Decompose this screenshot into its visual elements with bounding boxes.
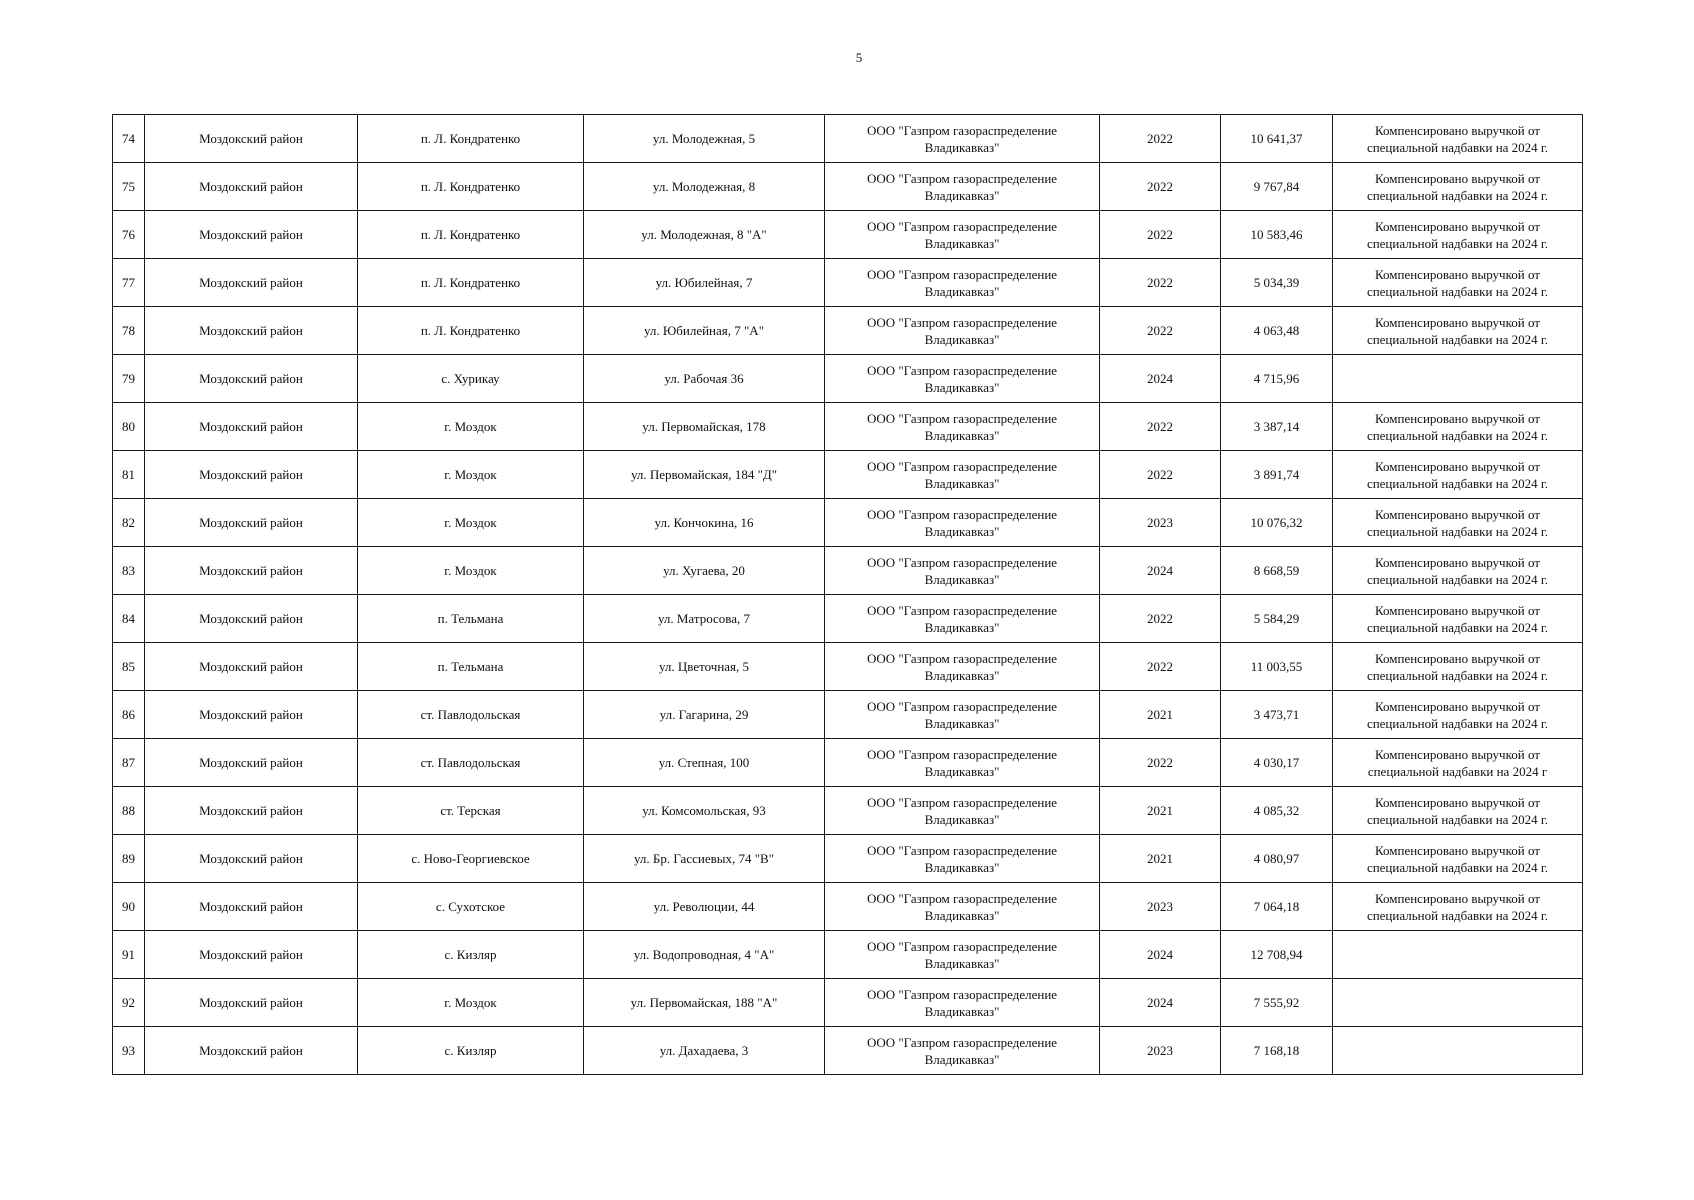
district-cell: Моздокский район [145, 307, 358, 355]
year-cell: 2021 [1100, 691, 1221, 739]
row-number-cell: 82 [113, 499, 145, 547]
row-number-cell: 85 [113, 643, 145, 691]
note-cell: Компенсировано выручкой от специальной надбавки на 2024 г. [1333, 115, 1583, 163]
row-number-cell: 81 [113, 451, 145, 499]
table-row [113, 883, 1583, 931]
settlement-cell: г. Моздок [358, 451, 584, 499]
organization-cell: ООО "Газпром газораспределение Владикавказ" [825, 643, 1100, 691]
district-cell: Моздокский район [145, 979, 358, 1027]
organization-cell: ООО "Газпром газораспределение Владикавказ" [825, 835, 1100, 883]
organization-cell: ООО "Газпром газораспределение Владикавказ" [825, 403, 1100, 451]
table-row [113, 643, 1583, 691]
amount-cell: 5 584,29 [1221, 595, 1333, 643]
organization-cell: ООО "Газпром газораспределение Владикавказ" [825, 883, 1100, 931]
row-number-cell: 93 [113, 1027, 145, 1075]
amount-cell: 3 387,14 [1221, 403, 1333, 451]
table-row [113, 307, 1583, 355]
table-row [113, 163, 1583, 211]
amount-cell: 7 168,18 [1221, 1027, 1333, 1075]
table-row [113, 835, 1583, 883]
table-row [113, 595, 1583, 643]
district-cell: Моздокский район [145, 451, 358, 499]
district-cell: Моздокский район [145, 595, 358, 643]
note-cell: Компенсировано выручкой от специальной надбавки на 2024 г. [1333, 307, 1583, 355]
row-number-cell: 76 [113, 211, 145, 259]
row-number-cell: 84 [113, 595, 145, 643]
organization-cell: ООО "Газпром газораспределение Владикавказ" [825, 499, 1100, 547]
table-row [113, 931, 1583, 979]
district-cell: Моздокский район [145, 931, 358, 979]
year-cell: 2022 [1100, 163, 1221, 211]
organization-cell: ООО "Газпром газораспределение Владикавказ" [825, 259, 1100, 307]
table-row [113, 787, 1583, 835]
amount-cell: 10 641,37 [1221, 115, 1333, 163]
settlement-cell: п. Л. Кондратенко [358, 115, 584, 163]
organization-cell: ООО "Газпром газораспределение Владикавказ" [825, 931, 1100, 979]
settlement-cell: с. Кизляр [358, 1027, 584, 1075]
organization-cell: ООО "Газпром газораспределение Владикавказ" [825, 163, 1100, 211]
settlement-cell: г. Моздок [358, 547, 584, 595]
table-row [113, 547, 1583, 595]
settlement-cell: с. Сухотское [358, 883, 584, 931]
district-cell: Моздокский район [145, 739, 358, 787]
district-cell: Моздокский район [145, 1027, 358, 1075]
note-cell: Компенсировано выручкой от специальной надбавки на 2024 г. [1333, 211, 1583, 259]
address-cell: ул. Первомайская, 184 "Д" [584, 451, 825, 499]
note-cell [1333, 979, 1583, 1027]
address-cell: ул. Молодежная, 8 "А" [584, 211, 825, 259]
row-number-cell: 87 [113, 739, 145, 787]
settlement-cell: с. Ново-Георгиевское [358, 835, 584, 883]
settlement-cell: г. Моздок [358, 403, 584, 451]
organization-cell: ООО "Газпром газораспределение Владикавказ" [825, 739, 1100, 787]
settlement-cell: п. Л. Кондратенко [358, 163, 584, 211]
table-row [113, 259, 1583, 307]
note-cell: Компенсировано выручкой от специальной надбавки на 2024 г. [1333, 595, 1583, 643]
district-cell: Моздокский район [145, 163, 358, 211]
amount-cell: 9 767,84 [1221, 163, 1333, 211]
row-number-cell: 79 [113, 355, 145, 403]
settlement-cell: с. Хурикау [358, 355, 584, 403]
address-cell: ул. Кончокина, 16 [584, 499, 825, 547]
settlement-cell: п. Л. Кондратенко [358, 259, 584, 307]
settlement-cell: ст. Павлодольская [358, 739, 584, 787]
year-cell: 2022 [1100, 211, 1221, 259]
district-cell: Моздокский район [145, 403, 358, 451]
note-cell: Компенсировано выручкой от специальной надбавки на 2024 г. [1333, 403, 1583, 451]
table-row [113, 499, 1583, 547]
note-cell: Компенсировано выручкой от специальной надбавки на 2024 г. [1333, 547, 1583, 595]
settlement-cell: с. Кизляр [358, 931, 584, 979]
organization-cell: ООО "Газпром газораспределение Владикавказ" [825, 691, 1100, 739]
year-cell: 2021 [1100, 835, 1221, 883]
note-cell: Компенсировано выручкой от специальной надбавки на 2024 г. [1333, 451, 1583, 499]
district-cell: Моздокский район [145, 499, 358, 547]
note-cell: Компенсировано выручкой от специальной надбавки на 2024 г. [1333, 259, 1583, 307]
table-row [113, 691, 1583, 739]
address-cell: ул. Первомайская, 178 [584, 403, 825, 451]
organization-cell: ООО "Газпром газораспределение Владикавказ" [825, 307, 1100, 355]
row-number-cell: 88 [113, 787, 145, 835]
district-cell: Моздокский район [145, 211, 358, 259]
organization-cell: ООО "Газпром газораспределение Владикавказ" [825, 115, 1100, 163]
address-cell: ул. Цветочная, 5 [584, 643, 825, 691]
district-cell: Моздокский район [145, 883, 358, 931]
row-number-cell: 92 [113, 979, 145, 1027]
row-number-cell: 74 [113, 115, 145, 163]
row-number-cell: 78 [113, 307, 145, 355]
organization-cell: ООО "Газпром газораспределение Владикавказ" [825, 211, 1100, 259]
organization-cell: ООО "Газпром газораспределение Владикавказ" [825, 595, 1100, 643]
address-cell: ул. Гагарина, 29 [584, 691, 825, 739]
row-number-cell: 90 [113, 883, 145, 931]
address-cell: ул. Бр. Гассиевых, 74 "В" [584, 835, 825, 883]
amount-cell: 4 715,96 [1221, 355, 1333, 403]
settlement-cell: п. Л. Кондратенко [358, 307, 584, 355]
note-cell: Компенсировано выручкой от специальной надбавки на 2024 г. [1333, 643, 1583, 691]
year-cell: 2022 [1100, 259, 1221, 307]
note-cell: Компенсировано выручкой от специальной надбавки на 2024 г. [1333, 835, 1583, 883]
address-cell: ул. Дахадаева, 3 [584, 1027, 825, 1075]
settlement-cell: п. Тельмана [358, 643, 584, 691]
year-cell: 2022 [1100, 115, 1221, 163]
row-number-cell: 86 [113, 691, 145, 739]
year-cell: 2022 [1100, 451, 1221, 499]
table-row [113, 1027, 1583, 1075]
year-cell: 2023 [1100, 1027, 1221, 1075]
address-cell: ул. Водопроводная, 4 "А" [584, 931, 825, 979]
row-number-cell: 75 [113, 163, 145, 211]
district-cell: Моздокский район [145, 355, 358, 403]
year-cell: 2022 [1100, 403, 1221, 451]
settlement-cell: п. Тельмана [358, 595, 584, 643]
address-cell: ул. Степная, 100 [584, 739, 825, 787]
district-cell: Моздокский район [145, 547, 358, 595]
note-cell: Компенсировано выручкой от специальной надбавки на 2024 г [1333, 739, 1583, 787]
district-cell: Моздокский район [145, 787, 358, 835]
table-row [113, 451, 1583, 499]
year-cell: 2022 [1100, 307, 1221, 355]
amount-cell: 5 034,39 [1221, 259, 1333, 307]
organization-cell: ООО "Газпром газораспределение Владикавказ" [825, 787, 1100, 835]
address-cell: ул. Рабочая 36 [584, 355, 825, 403]
year-cell: 2024 [1100, 979, 1221, 1027]
table-row [113, 355, 1583, 403]
year-cell: 2024 [1100, 931, 1221, 979]
row-number-cell: 83 [113, 547, 145, 595]
settlement-cell: г. Моздок [358, 979, 584, 1027]
note-cell: Компенсировано выручкой от специальной надбавки на 2024 г. [1333, 883, 1583, 931]
table-row [113, 739, 1583, 787]
organization-cell: ООО "Газпром газораспределение Владикавказ" [825, 979, 1100, 1027]
address-cell: ул. Комсомольская, 93 [584, 787, 825, 835]
table-row [113, 211, 1583, 259]
address-cell: ул. Молодежная, 5 [584, 115, 825, 163]
address-cell: ул. Матросова, 7 [584, 595, 825, 643]
year-cell: 2024 [1100, 355, 1221, 403]
district-cell: Моздокский район [145, 259, 358, 307]
settlement-cell: п. Л. Кондратенко [358, 211, 584, 259]
table-row [113, 115, 1583, 163]
district-cell: Моздокский район [145, 115, 358, 163]
organization-cell: ООО "Газпром газораспределение Владикавказ" [825, 355, 1100, 403]
address-cell: ул. Первомайская, 188 "А" [584, 979, 825, 1027]
year-cell: 2022 [1100, 595, 1221, 643]
note-cell: Компенсировано выручкой от специальной надбавки на 2024 г. [1333, 499, 1583, 547]
note-cell: Компенсировано выручкой от специальной надбавки на 2024 г. [1333, 787, 1583, 835]
amount-cell: 7 555,92 [1221, 979, 1333, 1027]
year-cell: 2022 [1100, 643, 1221, 691]
note-cell: Компенсировано выручкой от специальной надбавки на 2024 г. [1333, 691, 1583, 739]
district-cell: Моздокский район [145, 835, 358, 883]
row-number-cell: 89 [113, 835, 145, 883]
amount-cell: 4 063,48 [1221, 307, 1333, 355]
amount-cell: 11 003,55 [1221, 643, 1333, 691]
amount-cell: 8 668,59 [1221, 547, 1333, 595]
gas-network-registry-table [112, 114, 1583, 1075]
table-row [113, 403, 1583, 451]
year-cell: 2023 [1100, 499, 1221, 547]
note-cell [1333, 1027, 1583, 1075]
year-cell: 2022 [1100, 739, 1221, 787]
amount-cell: 4 030,17 [1221, 739, 1333, 787]
amount-cell: 4 085,32 [1221, 787, 1333, 835]
year-cell: 2021 [1100, 787, 1221, 835]
address-cell: ул. Молодежная, 8 [584, 163, 825, 211]
row-number-cell: 80 [113, 403, 145, 451]
amount-cell: 3 473,71 [1221, 691, 1333, 739]
row-number-cell: 77 [113, 259, 145, 307]
page-number: 5 [855, 50, 863, 65]
district-cell: Моздокский район [145, 643, 358, 691]
settlement-cell: ст. Терская [358, 787, 584, 835]
address-cell: ул. Юбилейная, 7 "А" [584, 307, 825, 355]
table-row [113, 979, 1583, 1027]
amount-cell: 7 064,18 [1221, 883, 1333, 931]
settlement-cell: ст. Павлодольская [358, 691, 584, 739]
amount-cell: 10 583,46 [1221, 211, 1333, 259]
organization-cell: ООО "Газпром газораспределение Владикавказ" [825, 547, 1100, 595]
note-cell [1333, 931, 1583, 979]
amount-cell: 3 891,74 [1221, 451, 1333, 499]
address-cell: ул. Революции, 44 [584, 883, 825, 931]
address-cell: ул. Хугаева, 20 [584, 547, 825, 595]
amount-cell: 10 076,32 [1221, 499, 1333, 547]
district-cell: Моздокский район [145, 691, 358, 739]
address-cell: ул. Юбилейная, 7 [584, 259, 825, 307]
organization-cell: ООО "Газпром газораспределение Владикавказ" [825, 451, 1100, 499]
amount-cell: 4 080,97 [1221, 835, 1333, 883]
settlement-cell: г. Моздок [358, 499, 584, 547]
row-number-cell: 91 [113, 931, 145, 979]
year-cell: 2023 [1100, 883, 1221, 931]
note-cell [1333, 355, 1583, 403]
table-body [113, 115, 1583, 1075]
organization-cell: ООО "Газпром газораспределение Владикавказ" [825, 1027, 1100, 1075]
note-cell: Компенсировано выручкой от специальной надбавки на 2024 г. [1333, 163, 1583, 211]
year-cell: 2024 [1100, 547, 1221, 595]
amount-cell: 12 708,94 [1221, 931, 1333, 979]
